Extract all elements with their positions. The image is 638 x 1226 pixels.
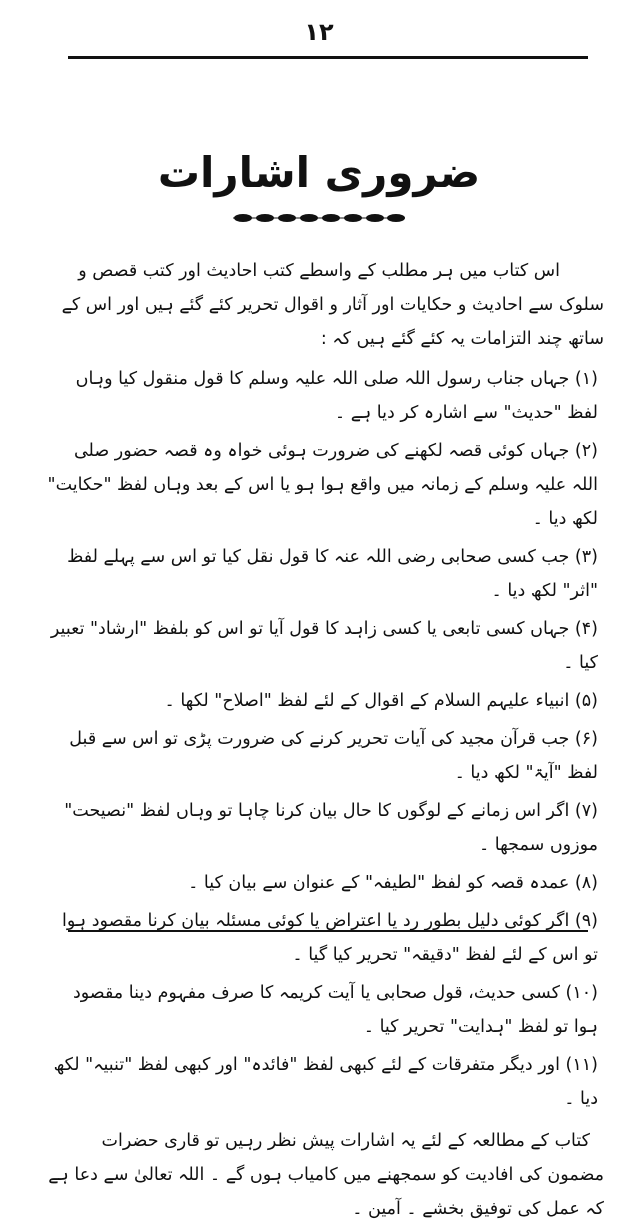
note-item: (۵) انبیاء علیہم السلام کے اقوال کے لئے لفظ "اصلاح" لکھا ۔ xyxy=(164,691,598,711)
note-item: (۲) جہاں کوئی قصہ لکھنے کی ضرورت ہوئی خواہ وہ قصہ حضور صلی اللہ علیہ وسلم کے زمانہ میں واقع ہوا ہو یا اس کے بعد وہاں لفظ "حکایت" لکھ دیا ۔ xyxy=(47,441,598,529)
note-item: (۷) اگر اس زمانے کے لوگوں کا حال بیان کرنا چاہا تو وہاں لفظ "نصیحت" موزوں سمجھا ۔ xyxy=(64,801,598,855)
page-number: ۱۲ xyxy=(304,18,334,46)
note-item: (۱۱) اور دیگر متفرقات کے لئے کبھی لفظ "فائدہ" اور کبھی لفظ "تنبیہ" لکھ دیا ۔ xyxy=(53,1055,598,1109)
note-item: (۸) عمدہ قصہ کو لفظ "لطیفہ" کے عنوان سے بیان کیا ۔ xyxy=(188,873,598,893)
footer-rule xyxy=(68,930,588,932)
closing-paragraph: کتاب کے مطالعہ کے لئے یہ اشارات پیش نظر رہیں تو قاری حضرات مضمون کی افادیت کو سمجھنے میں کامیاب ہوں گے ۔ اللہ تعالیٰ سے دعا ہے کہ عمل کی توفیق بخشے ۔ آمین ۔ xyxy=(48,1131,604,1219)
note-item: (۶) جب قرآن مجید کی آیات تحریر کرنے کی ضرورت پڑی تو اس سے قبل لفظ "آیۃ" لکھ دیا ۔ xyxy=(69,729,598,783)
title-ornament xyxy=(229,208,409,228)
note-item: (۹) اگر کوئی دلیل بطور رد یا اعتراض یا کوئی مسئلہ بیان کرنا مقصود ہوا تو اس کے لئے لفظ "دقیقہ" تحریر کیا گیا ۔ xyxy=(62,911,598,965)
header-rule xyxy=(68,56,588,59)
body-text xyxy=(44,254,604,1226)
note-item: (۱) جہاں جناب رسول اللہ صلی اللہ علیہ وسلم کا قول منقول کیا وہاں لفظ "حدیث" سے اشارہ کر دیا ہے ۔ xyxy=(75,369,598,423)
note-item: (۱۰) کسی حدیث، قول صحابی یا آیت کریمہ کا صرف مفہوم دینا مقصود ہوا تو لفظ "ہدایت" تحریر کیا ۔ xyxy=(72,983,598,1037)
note-item: (۴) جہاں کسی تابعی یا کسی زاہد کا قول آیا تو اس کو بلفظ "ارشاد" تعبیر کیا ۔ xyxy=(50,619,598,673)
note-item: (۳) جب کسی صحابی رضی اللہ عنہ کا قول نقل کیا تو اس سے پہلے لفظ "اثر" لکھ دیا ۔ xyxy=(67,547,598,601)
page-title: ضروری اشارات xyxy=(157,148,481,197)
intro-paragraph: اس کتاب میں ہر مطلب کے واسطے کتب احادیث اور کتب قصص و سلوک سے احادیث و حکایات اور آثار و اقوال تحریر کئے گئے ہیں اور اس کے ساتھ چند التزامات یہ کئے گئے ہیں کہ : xyxy=(61,261,604,349)
